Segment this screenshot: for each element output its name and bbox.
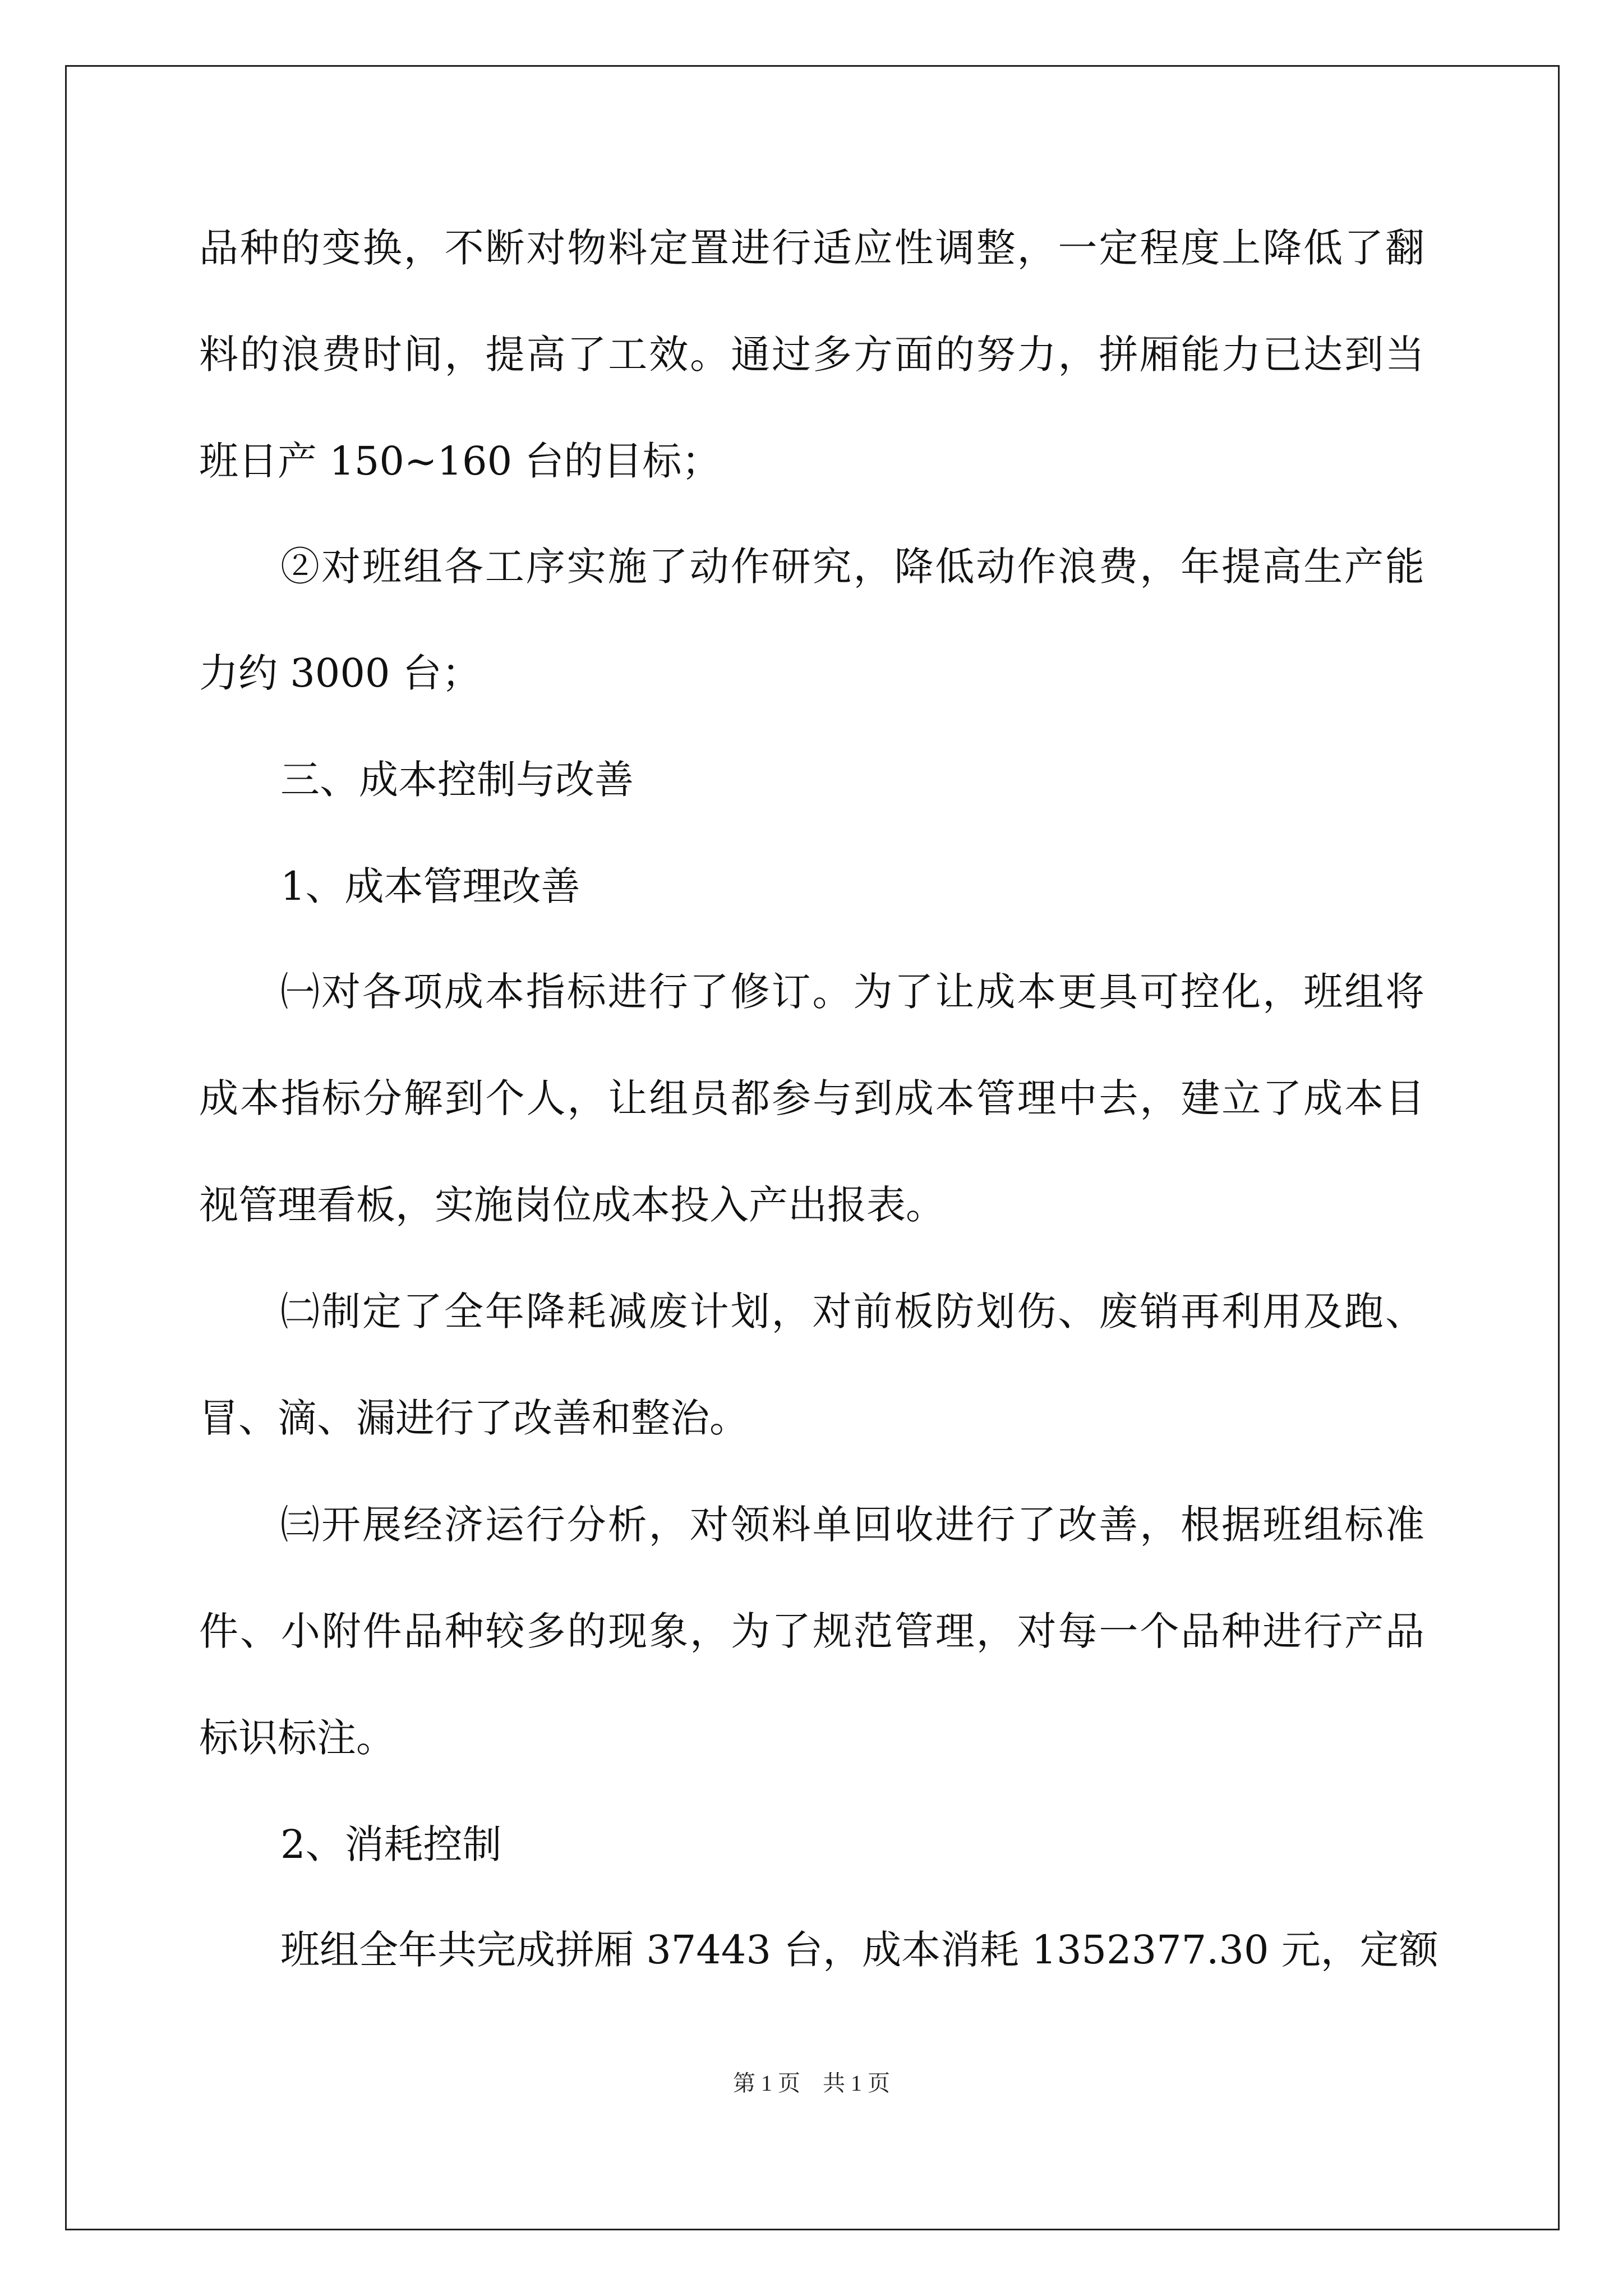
body-line-10: 视管理看板，实施岗位成本投入产出报表。	[199, 1182, 945, 1228]
body-line-9: 成本指标分解到个人，让组员都参与到成本管理中去，建立了成本目	[199, 1075, 1424, 1121]
page-border	[65, 65, 1560, 2230]
body-line-13: ㈢开展经济运行分析，对领料单回收进行了改善，根据班组标准	[280, 1502, 1424, 1548]
body-line-5: 力约 3000 台；	[199, 650, 481, 696]
body-line-4: ②对班组各工序实施了动作研究，降低动作浪费，年提高生产能	[280, 544, 1424, 590]
body-line-3: 班日产 150~160 台的目标；	[199, 438, 721, 484]
body-line-8: ㈠对各项成本指标进行了修订。为了让成本更具可控化，班组将	[280, 969, 1424, 1015]
body-line-1: 品种的变换，不断对物料定置进行适应性调整，一定程度上降低了翻	[199, 225, 1424, 271]
page-footer: 第 1 页 共 1 页	[733, 2070, 890, 2096]
body-line-2: 料的浪费时间，提高了工效。通过多方面的努力，拼厢能力已达到当	[199, 332, 1424, 378]
body-line-15: 标识标注。	[199, 1715, 395, 1761]
body-line-14: 件、小附件品种较多的现象，为了规范管理，对每一个品种进行产品	[199, 1608, 1424, 1654]
body-line-11: ㈡制定了全年降耗减废计划，对前板防划伤、废销再利用及跑、	[280, 1289, 1424, 1335]
subsection-heading-2: 2、消耗控制	[280, 1821, 502, 1867]
subsection-heading-1: 1、成本管理改善	[280, 863, 580, 909]
body-line-17: 班组全年共完成拼厢 37443 台，成本消耗 1352377.30 元，定额	[280, 1927, 1438, 1973]
body-line-12: 冒、滴、漏进行了改善和整治。	[199, 1395, 749, 1441]
section-heading-3: 三、成本控制与改善	[280, 757, 634, 803]
